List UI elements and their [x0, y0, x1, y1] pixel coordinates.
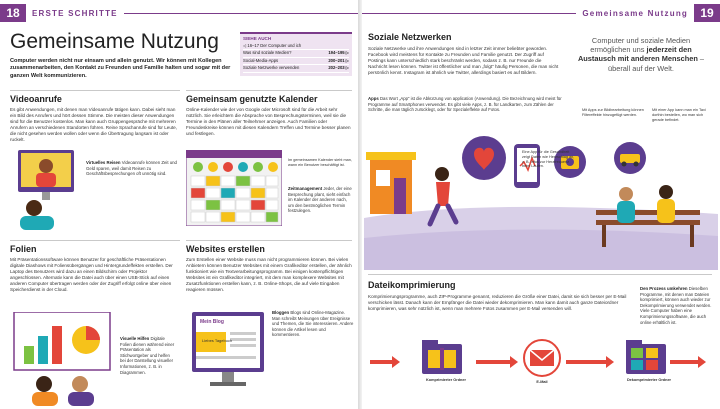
apps-title: Apps	[368, 96, 379, 101]
pull-quote: Computer und soziale Medien ermöglichen uns jederzeit den Austausch mit anderen Menschen – überall auf der Welt.	[577, 36, 705, 73]
caption-prozess-umkehren: Den Prozess umkehren Dieselben Programme, mit denen man Dateien komprimiert, können auch wieder zur Dekomprimierung verwendet werden. Viele Computer haben eine Komprimierungssoftware, die auch online erhältlich ist.	[640, 286, 712, 325]
body-videoanrufe: Es gibt Anwendungen, mit denen man Videoanrufe tätigen kann. Dabei sieht man ein Bild des Anrufers und hört dessen Stimme. Die meisten dieser Anwendungen sind für die Benutzer kostenlos. Man kann auch Gruppengespräche mit mehreren Anrufern an verschiedenen Standorten führen. Reine Sprachanrufe sind für Leute, die nicht gesehen werden wollen oder wenn die Übertragung langsam ist oder ruckelt.	[10, 107, 178, 142]
heading-kalender: Gemeinsam genutzte Kalender	[186, 94, 318, 104]
caption-title: Visuelle Hilfen	[120, 336, 150, 341]
blog-title: Mein Blog	[200, 319, 224, 325]
body-websites: Zum Erstellen einer Website muss man nicht programmieren können. Bei vielen Anbietern können Benutzer Websites mit einem Grafikeditor erstellen, der ähnlich funktioniert wie ein Textverarbeitungsprogramm. Bei einigen kostenpflichtigen Websites ist ein Grafikeditor integriert, mit dem man komplexere Websites mit Zusatzfunktionen erstellen kann, z. B. Online-Shops, die auf viele Eingaben reagieren müssen.	[186, 257, 352, 292]
see-also-row[interactable]: Soziale Netzwerke verwenden 202–203 ▷	[243, 65, 349, 72]
video-call-illustration	[12, 150, 84, 230]
presentation-illustration	[10, 312, 114, 406]
caption-title: Virtuelles Reisen	[86, 160, 121, 165]
apps-explainer: Apps Das Wort „App“ ist die Abkürzung von application (Anwendung). Die Bezeichnung wird meist für Programme auf Smartphones verwendet. Es gibt viele Apps, z. B. für Landkarten, zum Zählen der Schritte, die man täglich zurücklegt, oder für Spezialeffekte auf Fotos.	[368, 96, 562, 113]
header-rule	[362, 13, 576, 14]
section-rule	[368, 274, 712, 275]
note-filter: Mit Apps zur Bildbearbeitung können Filtereffekte hinzugefügt werden.	[582, 108, 644, 117]
heading-folien: Folien	[10, 244, 37, 254]
caption-title: Bloggen	[272, 310, 290, 315]
heading-soziale-netzwerke: Soziale Netzwerken	[368, 32, 452, 42]
see-also-row[interactable]: ◁ 16–17 Der Computer und ich	[243, 43, 349, 50]
blog-illustration	[190, 310, 266, 402]
page-number-left: 18	[0, 4, 26, 22]
caption-title: Den Prozess umkehren	[640, 286, 688, 291]
left-page-header	[0, 4, 358, 22]
right-page-header	[362, 4, 720, 22]
section-rule	[186, 240, 352, 241]
body-dateikomprimierung: Komprimierungsprogramme, auch ZIP-Programme genannt, reduzieren die Größe einer Datei, damit sie sich besser per E-Mail verschicken lässt. Danach kann der Empfänger die Datei wieder dekomprimieren. Man kann damit auch ganze Dateiordner komprimieren, was sehr nützlich ist, wenn man mehrere Fotos zusammen per E-Mail versenden will.	[368, 294, 627, 311]
blog-subtitle: Liebes Tagebuch	[202, 338, 233, 343]
see-also-row[interactable]: Social-Media-Apps 200–201 ▷	[243, 58, 349, 65]
calendar-side-note: Im gemeinsamen Kalender sieht man, wann ein Benutzer beschäftigt ist.	[288, 158, 352, 167]
caption-visuelle-hilfen: Visuelle Hilfen Digitale Folien dienen während einer Präsentation als Stichwortgeber und helfen bei der Darstellung visueller Informationen, z. B. in Diagrammen.	[120, 336, 175, 375]
heading-dateikomprimierung: Dateikomprimierung	[368, 280, 456, 290]
body-kalender: Online-Kalender wie der von Google oder Microsoft sind für die Arbeit sehr nützlich. Sie erleichtern die Absprache von Besprechungsterminen, weil sie die Termine in den Plänen aller Teilnehmer anzeigen. Auch Familien oder Freundeskreise können mit diesen Kalendern Treffen und Termine besser planen und festlegen.	[186, 107, 351, 136]
caption-title: Zeitmanagement	[288, 186, 323, 191]
see-also-box	[240, 32, 352, 76]
book-gutter	[358, 0, 362, 409]
body-soziale-netzwerke: Soziale Netzwerke und ihre Anwendungen sind in letzter Zeit immer beliebter geworden. Facebook wird meistens für Kontakte zu Freunden und Familie genutzt. Der Zugriff auf Postings kann unterschiedlich stark beschränkt werden, sodass z. B. nur Freunde die Nachricht lesen können. Twitter ist öffentlicher und man „folgt“ häufig Personen, die man nicht persönlich kennt. Instagram ist ähnlich wie Twitter, allerdings basiert es auf Bildern.	[368, 46, 559, 75]
section-rule	[10, 90, 180, 91]
note-taxi: Mit einer App kann man ein Taxi dorthin bestellen, wo man sich gerade befindet.	[652, 108, 706, 122]
label-email: E-Mail	[536, 380, 548, 384]
label-decompressed-folder: Dekomprimierter Ordner	[626, 378, 672, 382]
page-number-right: 19	[694, 4, 720, 22]
label-compressed-folder: Komprimierter Ordner	[426, 378, 466, 382]
note-app: Eine App für die Gesundheit zeigt Daten wie Herzschlag an, z. B. Infos zur Herzfrequenz beim Laufen.	[522, 150, 575, 169]
social-network-illustration	[364, 118, 718, 270]
calendar-illustration	[186, 150, 282, 226]
body-folien: Mit Präsentationssoftware können Benutzer für geschäftliche Präsentationen digitale Diashows mit Foliensübergängen und Hintergrundeffekten erstellen. Der Laptop des Benutzers wird dazu an einen Bildschirm oder Projektor angeschlossen. Alternativ kann die Datei auch über einen USB-Stick auf einen anderen Computer übertragen werden oder der Zugriff erfolgt online über einen Speicherdienst in der Cloud.	[10, 257, 173, 292]
section-title-left: ERSTE SCHRITTE	[32, 8, 118, 18]
heading-videoanrufe: Videoanrufe	[10, 94, 62, 104]
page-title: Gemeinsame Nutzung	[10, 30, 219, 53]
section-rule	[10, 240, 180, 241]
section-rule	[186, 90, 352, 91]
caption-zeitmanagement: Zeitmanagement Jeder, der eine Besprechung plant, sieht einfach im Kalender der anderen nach, um den bestmöglichen Termin festzulegen.	[288, 186, 352, 214]
heading-websites: Websites erstellen	[186, 244, 265, 254]
caption-virtuelles-reisen: Virtuelles Reisen Videoanrufe können Zeit und Geld sparen, weil damit Reisen zu Geschäftsbesprechungen oft unnötig sind.	[86, 160, 177, 177]
see-also-title: SIEHE AUCH	[243, 36, 272, 41]
intro-text: Computer werden nicht nur einsam und allein genutzt. Wir können mit Kollegen zusammenarbeiten, den Kontakt zu Freunden und Familie halten und sogar mit der ganzen Welt kommunizieren.	[10, 58, 231, 79]
header-rule	[124, 13, 358, 14]
see-also-row[interactable]: Was sind soziale Medien? 194–195 ▷	[243, 50, 349, 57]
caption-bloggen: Bloggen Blogs sind Online-Magazine. Man schreibt Meinungen über Ereignisse und Themen, die Sie interessieren. Andere können die Artikel lesen und kommentieren.	[272, 310, 354, 338]
section-title-right: Gemeinsame Nutzung	[582, 8, 688, 18]
